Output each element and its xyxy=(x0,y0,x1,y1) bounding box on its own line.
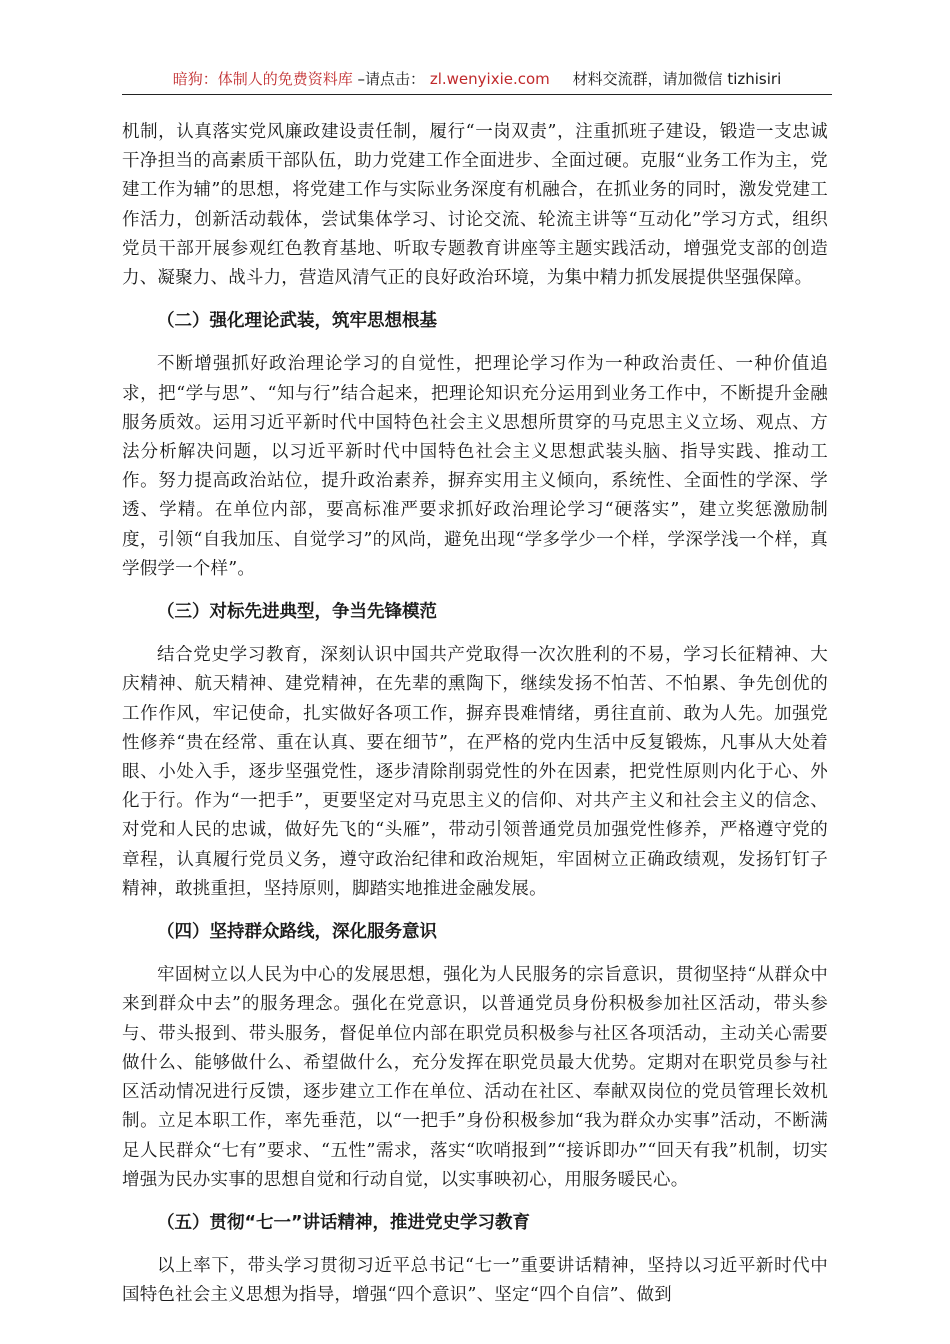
paragraph-section-3: 结合党史学习教育，深刻认识中国共产党取得一次次胜利的不易，学习长征精神、大庆精神、航天精神、建党精神，在先辈的熏陶下，继续发扬不怕苦、不怕累、争先创优的工作作风，牢记使命，扎实做好各项工作，摒弃畏难情绪，勇往直前、敢为人先。加强党性修养“贵在经常、重在认真、要在细节”，在严格的党内生活中反复锻炼，凡事从大处着眼、小处入手，逐步坚强党性，逐步清除削弱党性的外在因素，把党性原则内化于心、外化于行。作为“一把手”，更要坚定对马克思主义的信仰、对共产主义和社会主义的信念、对党和人民的忠诚，做好先飞的“头雁”，带动引领普通党员加强党性修养，严格遵守党的章程，认真履行党员义务，遵守政治纪律和政治规矩，牢固树立正确政绩观，发扬钉钉子精神，敢挑重担，坚持原则，脚踏实地推进金融发展。 xyxy=(122,645,828,899)
section-heading-5: （五）贯彻“七一”讲话精神，推进党史学习教育 xyxy=(157,1212,531,1233)
paragraph-section-5: 以上率下，带头学习贯彻习近平总书记“七一”重要讲话精神，坚持以习近平新时代中国特色社会主义思想为指导，增强“四个意识”、坚定“四个自信”、做到 xyxy=(122,1256,828,1306)
header-click-prefix: –请点击： xyxy=(357,70,426,88)
header-url-link[interactable]: zl.wenyixie.com xyxy=(429,70,550,88)
document-body xyxy=(122,118,828,1321)
section-heading-2: （二）强化理论武装，筑牢思想根基 xyxy=(157,311,437,332)
header-group-text: 材料交流群，请加微信 tizhisiri xyxy=(572,70,782,88)
paragraph-section-4: 牢固树立以人民为中心的发展思想，强化为人民服务的宗旨意识，贯彻坚持“从群众中来到群众中去”的服务理念。强化在党意识，以普通党员身份积极参加社区活动，带头参与、带头报到、带头服务，督促单位内部在职党员积极参与社区各项活动，主动关心需要做什么、能够做什么、希望做什么，充分发挥在职党员最大优势。定期对在职党员参与社区活动情况进行反馈，逐步建立工作在单位、活动在社区、奉献双岗位的党员管理长效机制。立足本职工作，率先垂范，以“一把手”身份积极参加“我为群众办实事”活动，不断满足人民群众“七有”要求、“五性”需求，落实“吹哨报到”“接诉即办”“回天有我”机制，切实增强为民办实事的思想自觉和行动自觉，以实事映初心，用服务暖民心。 xyxy=(122,965,828,1190)
paragraph-section-2: 不断增强抓好政治理论学习的自觉性，把理论学习作为一种政治责任、一种价值追求，把“学与思”、“知与行”结合起来，把理论知识充分运用到业务工作中，不断提升金融服务质效。运用习近平新时代中国特色社会主义思想所贯穿的马克思主义立场、观点、方法分析解决问题，以习近平新时代中国特色社会主义思想武装头脑、指导实践、推动工作。努力提高政治站位，提升政治素养，摒弃实用主义倾向，系统性、全面性的学深、学透、学精。在单位内部，要高标准严要求抓好政治理论学习“硬落实”，建立奖惩激励制度，引领“自我加压、自觉学习”的风尚，避免出现“学多学少一个样，学深学浅一个样，真学假学一个样”。 xyxy=(122,354,828,579)
header-brand: 暗狗：体制人的免费资料库 xyxy=(172,70,353,88)
section-heading-3: （三）对标先进典型，争当先锋模范 xyxy=(157,602,437,623)
page-header xyxy=(122,64,832,95)
section-heading-4: （四）坚持群众路线，深化服务意识 xyxy=(157,922,437,943)
paragraph-intro-continued: 机制，认真落实党风廉政建设责任制，履行“一岗双责”，注重抓班子建设，锻造一支忠诚干净担当的高素质干部队伍，助力党建工作全面进步、全面过硬。克服“业务工作为主，党建工作为辅”的思想，将党建工作与实际业务深度有机融合，在抓业务的同时，激发党建工作活力，创新活动载体，尝试集体学习、讨论交流、轮流主讲等“互动化”学习方式，组织党员干部开展参观红色教育基地、听取专题教育讲座等主题实践活动，增强党支部的创造力、凝聚力、战斗力，营造风清气正的良好政治环境，为集中精力抓发展提供坚强保障。 xyxy=(122,122,828,289)
